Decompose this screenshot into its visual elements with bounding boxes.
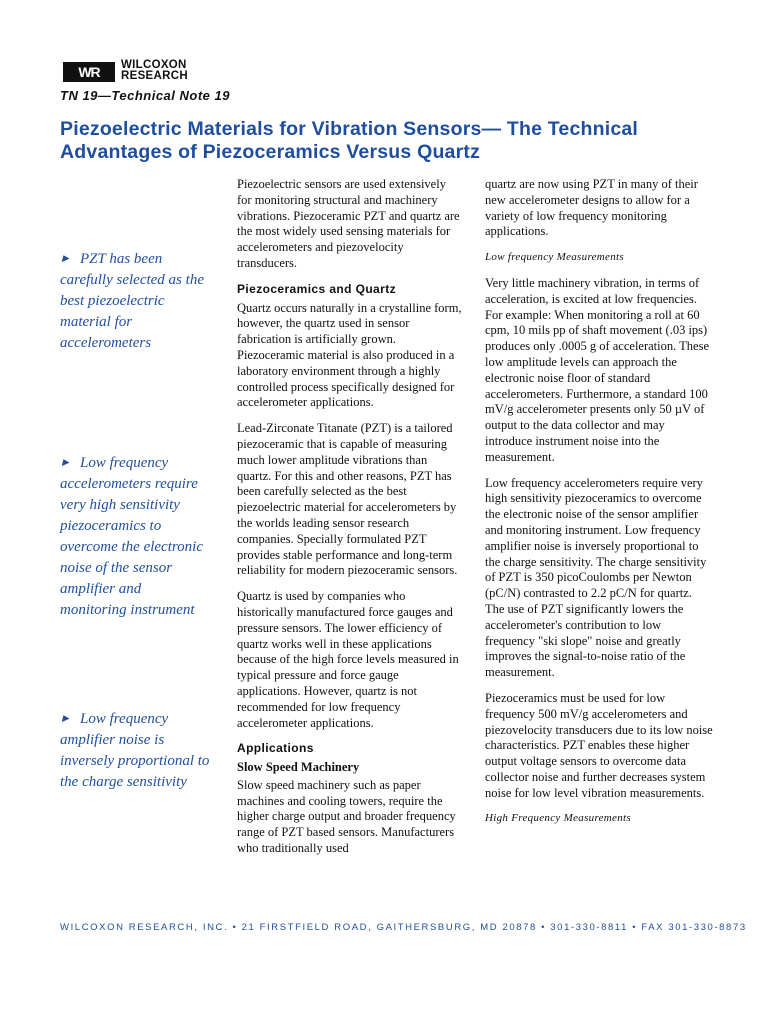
subheading-slow-speed: Slow Speed Machinery (237, 760, 360, 775)
subheading-high-frequency: High Frequency Measurements (485, 812, 631, 825)
section-heading-piezoceramics: Piezoceramics and Quartz (237, 281, 396, 296)
paragraph: Very little machinery vibration, in terms of acceleration, is excited at low frequencies. For example: When monitoring a roll at 60 cpm, 10 mils pp of shaft movement (.03 ips) produces only .0005 g of acceleration. These low amplitude levels can approach the electronic noise floor of standard accelerometers. Furthermore, a standard 100 mV/g accelerometer presents only 50 µV of output to the data collector and may introduce instrument noise into the measurement. (485, 275, 709, 464)
callout-text: PZT has been carefully selected as the best piezoelectric material for accelerometers (60, 251, 204, 351)
paragraph: Quartz occurs naturally in a crystalline form, however, the quartz used in sensor fabrication is artificially grown. Piezoceramic material is also produced in a laboratory environment through a highly controlled process specifically designed for accelerometer applications. (237, 300, 462, 410)
callout-3 (60, 708, 210, 793)
logo-line-2: RESEARCH (121, 70, 188, 82)
paragraph: Piezoceramics must be used for low frequency 500 mV/g accelerometers and piezovelocity transducers due to its low noise characteristics. PZT enables these higher output voltage sensors to overcome data collector noise and further decreases system noise for low level vibration measurements. (485, 690, 713, 800)
title-line-1: Piezoelectric Materials for Vibration Sensors— The Technical (60, 118, 639, 140)
footer-contact: WILCOXON RESEARCH, INC. • 21 FIRSTFIELD ROAD, GAITHERSBURG, MD 20878 • 301-330-8811 • FAX 301-330-8873 (60, 922, 747, 933)
paragraph: Lead-Zirconate Titanate (PZT) is a tailored piezoceramic that is capable of measuring much lower amplitude vibrations than quartz. For this and other reasons, PZT has been carefully selected as the best piezoelectric material for accelerometers by the worlds leading sensor research companies. Specially formulated PZT provides stable performance and long-term reliability for modern piezoceramic sensors. (237, 421, 458, 578)
technical-note-label: TN 19—Technical Note 19 (60, 88, 230, 103)
company-logo-text (121, 60, 188, 82)
paragraph: Quartz is used by companies who historically manufactured force gauges and pressure sensors. The lower efficiency of quartz works well in these applications because of the high force levels measured in typical pressure and force gauge applications. However, quartz is not recommended for low frequency accelerometer applications. (237, 589, 459, 730)
logo-line-1: WILCOXON (121, 59, 187, 71)
callout-2 (60, 452, 210, 621)
body-column-2 (485, 177, 713, 837)
subheading-low-frequency: Low frequency Measurements (485, 251, 624, 264)
company-logo-mark: WR (63, 62, 115, 82)
section-heading-applications: Applications (237, 741, 314, 756)
paragraph: quartz are now using PZT in many of their new accelerometer designs to allow for a variety of low frequency monitoring applications. (485, 177, 698, 239)
title-line-2: Advantages of Piezoceramics Versus Quartz (60, 141, 481, 163)
triangle-bullet-icon: ▶ (62, 253, 69, 263)
callout-text: Low frequency accelerometers require very high sensitivity piezoceramics to overcome the electronic noise of the sensor amplifier and monitoring instrument (60, 455, 203, 618)
callout-text: Low frequency amplifier noise is inversely proportional to the charge sensitivity (60, 711, 210, 790)
paragraph: Piezoelectric sensors are used extensively for monitoring structural and machinery vibrations. Piezoceramic PZT and quartz are the most widely used sensing materials for accelerometers and piezovelocity transducers. (237, 177, 460, 270)
document-title (60, 118, 700, 164)
callout-1 (60, 248, 210, 354)
paragraph: Slow speed machinery such as paper machines and cooling towers, require the higher charge output and broader frequency range of PZT based sensors. Manufacturers who traditionally used (237, 777, 456, 856)
triangle-bullet-icon: ▶ (62, 457, 69, 467)
body-column-1 (237, 177, 462, 867)
paragraph: Low frequency accelerometers require very high sensitivity piezoceramics to overcome the electronic noise of the sensor amplifier and monitoring instrument. Low frequency amplifier noise is inversely proportional to the charge sensitivity. The charge sensitivity of PZT is 350 picoCoulombs per Newton (pC/N) contrasted to 2.2 pC/N for quartz. The use of PZT significantly lowers the accelerometer's contribution to low frequency "ski slope" noise and greatly improves the signal-to-noise ratio of the measurement. (485, 475, 707, 680)
triangle-bullet-icon: ▶ (62, 713, 69, 723)
